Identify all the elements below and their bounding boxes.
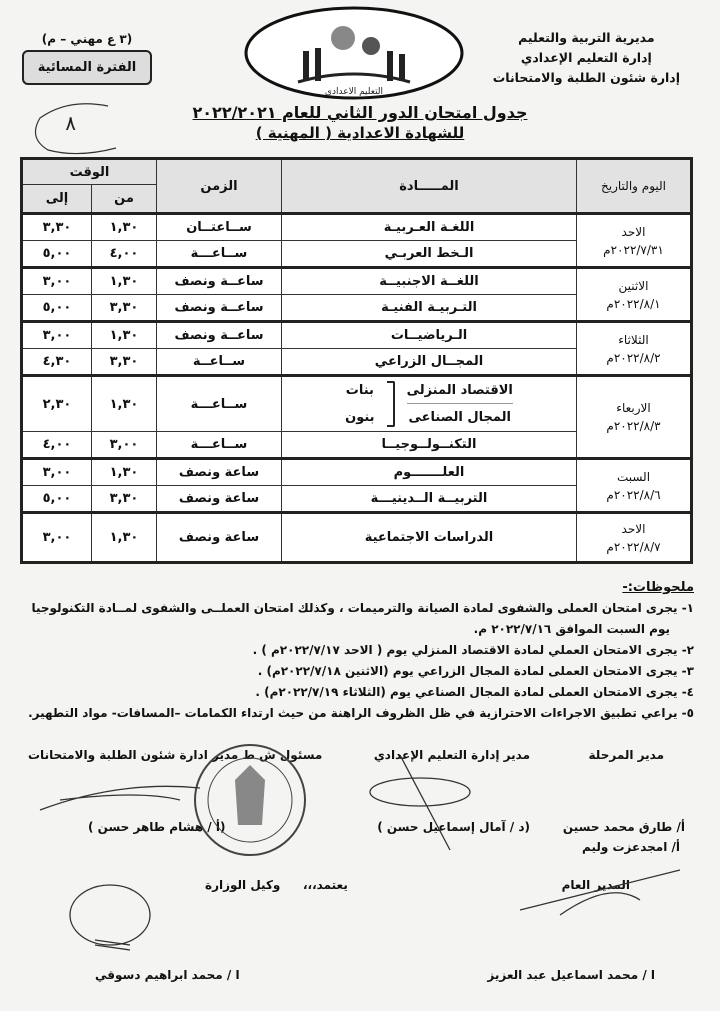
duration: ساعــة ونصف [157, 322, 282, 349]
time-to: ٣,٠٠ [22, 268, 92, 295]
subject-name: التكنــولــوجيــا [282, 432, 577, 459]
time-from: ١,٣٠ [92, 376, 157, 432]
day-date-cell [577, 322, 692, 376]
deputy-label: وكيل الوزارة [205, 878, 281, 892]
period-box: الفترة المسائية [22, 50, 152, 85]
org-line: إدارة التعليم الإعدادي [520, 50, 652, 65]
time-from: ١,٣٠ [92, 268, 157, 295]
header-duration: الزمن [157, 159, 282, 214]
subject-name: الدراسات الاجتماعية [282, 513, 577, 563]
duration: ســاعـــة [157, 376, 282, 432]
svg-text:التعليم الاعدادي: التعليم الاعدادي [324, 87, 384, 97]
subject-name: اللغـة العـربيـة [282, 214, 577, 241]
time-from: ١,٣٠ [92, 214, 157, 241]
time-to: ٣,٣٠ [22, 214, 92, 241]
stage-director-label: مدير المرحلة [588, 748, 664, 762]
subject-name: التـربيـة الفنيـة [282, 295, 577, 322]
exam-date: ٢٠٢٢/٨/٧م [606, 539, 661, 554]
general-director-label: المدير العام [561, 878, 630, 892]
header-day: اليوم والتاريخ [577, 159, 692, 214]
table-row [22, 322, 692, 349]
general-director-name: ا / محمد اسماعيل عبد العزيز [487, 968, 655, 982]
note-item: ١- يجرى امتحان العملى والشفوى لمادة الصيانة والترميمات ، وكذلك امتحان العملــى والشفوى لمــادة التكنولوجيا [31, 601, 694, 615]
time-from: ٣,٣٠ [92, 349, 157, 376]
time-from: ١,٣٠ [92, 459, 157, 486]
duration: ساعة ونصف [157, 459, 282, 486]
day-name: الثلاثاء [618, 332, 649, 347]
duration: ساعــة ونصف [157, 268, 282, 295]
title-line-2: للشهادة الاعدادية ( المهنية ) [255, 124, 465, 142]
subject-name: الاقتصاد المنزلى [407, 377, 513, 404]
duration: ساعة ونصف [157, 513, 282, 563]
exam-date: ٢٠٢٢/٨/٣م [606, 419, 661, 433]
table-row [22, 459, 692, 486]
svg-text:٨: ٨ [65, 111, 76, 135]
time-to: ٥,٠٠ [22, 295, 92, 322]
exam-code: (٣ ع مهني – م) [41, 32, 133, 46]
official-stamp [195, 745, 305, 855]
day-name: الاربعاء [616, 401, 651, 415]
prep-director-label: مدير إدارة التعليم الإعدادي [373, 748, 530, 762]
subject-name: المجــال الزراعي [282, 349, 577, 376]
header-time: الوقت [22, 159, 157, 185]
header-subject: المـــــادة [282, 159, 577, 214]
notes-section [14, 577, 694, 724]
stage-name: أ/ امجدعزت وليم [582, 840, 680, 854]
prep-director-name: (د / آمال إسماعيل حسن ) [377, 820, 530, 834]
affairs-director-name: (أ / هشام طاهر حسن ) [88, 820, 226, 834]
header-to: إلى [22, 185, 92, 214]
time-to: ٤,٠٠ [22, 432, 92, 459]
duration: ســاعتــان [157, 214, 282, 241]
approved-label: يعتمد،،، [303, 878, 348, 892]
time-to: ٣,٠٠ [22, 459, 92, 486]
duration: ســاعـــة [157, 432, 282, 459]
time-from: ٣,٣٠ [92, 486, 157, 513]
org-line: مديرية التربية والتعليم [518, 30, 655, 45]
time-to: ٥,٠٠ [22, 486, 92, 513]
subject-cell-split [282, 376, 577, 432]
subject-name: الـرياضيــات [282, 322, 577, 349]
day-date-cell [577, 376, 692, 459]
affairs-director-label: مسئول ش ط مدير ادارة شئون الطلبة والامتحانات [28, 748, 323, 762]
note-item: ٥- يراعي تطبيق الاجراءات الاحترازية في ظل الظروف الراهنة من حيث ارتداء الكمامات –المسافات- مواد التطهير. [28, 706, 694, 720]
exam-date: ٢٠٢٢/٨/٦م [606, 487, 661, 502]
time-to: ٢,٣٠ [22, 376, 92, 432]
signatures-and-stamp [0, 740, 720, 1000]
exam-date: ٢٠٢٢/٨/١م [606, 296, 661, 311]
time-from: ٤,٠٠ [92, 241, 157, 268]
note-item: يوم السبت الموافق ٢٠٢٢/٧/١٦ م. [473, 622, 670, 636]
note-item: ٤- يجرى الامتحان العملى لمادة المجال الصناعي يوم (الثلاثاء ٢٠٢٢/٧/١٩م) . [255, 685, 694, 699]
time-from: ٣,٠٠ [92, 432, 157, 459]
day-name: السبت [616, 469, 651, 484]
notes-heading: ملحوظات:- [622, 580, 694, 595]
exam-date: ٢٠٢٢/٧/٣١م [603, 242, 664, 257]
day-name: الاثنين [618, 278, 649, 293]
table-row [22, 268, 692, 295]
time-to: ٤,٣٠ [22, 349, 92, 376]
duration: ســاعـــة [157, 241, 282, 268]
header-from: من [92, 185, 157, 214]
day-date-cell [577, 513, 692, 563]
title-line-1: جدول امتحان الدور الثاني للعام ٢٠٢٢/٢٠٢١ [192, 103, 528, 122]
note-item: ٣- يجرى الامتحان العملى لمادة المجال الزراعي يوم (الاثنين ٢٠٢٢/٧/١٨م) . [257, 664, 694, 678]
table-row [22, 214, 692, 241]
time-from: ١,٣٠ [92, 513, 157, 563]
subject-name: الـخط العربـي [282, 241, 577, 268]
time-from: ١,٣٠ [92, 322, 157, 349]
subject-name: اللغــة الاجنبيــة [282, 268, 577, 295]
subject-name: العلـــــــوم [282, 459, 577, 486]
table-row [22, 376, 692, 432]
bracket [387, 381, 395, 427]
student-group: بنون [345, 410, 375, 425]
day-date-cell [577, 268, 692, 322]
time-to: ٥,٠٠ [22, 241, 92, 268]
time-to: ٣,٠٠ [22, 322, 92, 349]
table-row [22, 513, 692, 563]
day-date-cell [577, 459, 692, 513]
exam-code-block [22, 32, 152, 85]
exam-schedule-table [20, 157, 693, 564]
day-name: الاحد [621, 521, 646, 536]
duration: ساعــة ونصف [157, 295, 282, 322]
org-line: إدارة شئون الطلبة والامتحانات [492, 70, 680, 85]
directorate-logo [243, 6, 465, 101]
time-to: ٣,٠٠ [22, 513, 92, 563]
subject-name: المجال الصناعى [408, 410, 511, 425]
note-item: ٢- يجرى الامتحان العملي لمادة الاقتصاد المنزلي يوم ( الاحد ٢٠٢٢/٧/١٧م ) . [252, 643, 694, 657]
duration: ســاعــة [157, 349, 282, 376]
exam-date: ٢٠٢٢/٨/٢م [606, 350, 661, 365]
split-subject [282, 377, 576, 431]
day-date-cell [577, 214, 692, 268]
time-from: ٣,٣٠ [92, 295, 157, 322]
signature-scribbles [40, 755, 680, 950]
deputy-name: ا / محمد ابراهيم دسوقي [95, 968, 240, 982]
stage-name: أ/ طارق محمد حسين [562, 820, 685, 834]
duration: ساعة ونصف [157, 486, 282, 513]
day-name: الاحد [621, 224, 646, 239]
student-group: بنات [345, 383, 374, 398]
subject-name: التربيــة الــدينيـــة [282, 486, 577, 513]
organization-header [493, 28, 680, 88]
document-title [0, 103, 720, 142]
